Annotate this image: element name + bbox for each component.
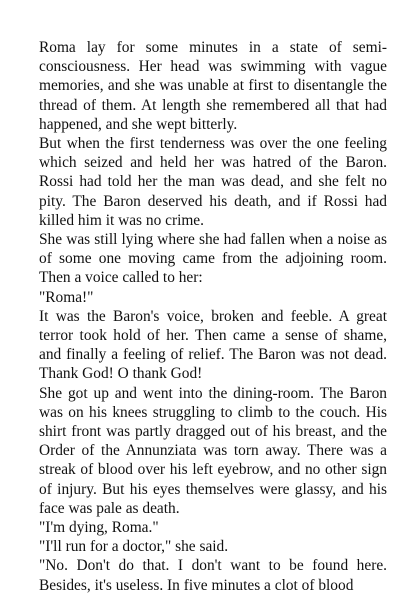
paragraph-2: But when the first tenderness was over the one feeling which seized and held her was hatred of the Baron. Rossi had told her the man was dead, and she felt no pity. The Baron deserved his death, and if Rossi had killed him it was no crime. (39, 135, 387, 229)
paragraph-9: "No. Don't do that. I don't want to be found here. Besides, it's useless. In five minutes a clot of blood (39, 557, 387, 594)
paragraph-8: "I'll run for a doctor," she said. (39, 538, 229, 556)
paragraph-7: "I'm dying, Roma." (39, 519, 159, 537)
paragraph-6: She got up and went into the dining-room. The Baron was on his knees struggling to climb to the couch. His shirt front was partly dragged out of his breast, and the Order of the Annunziata was torn away. There was a streak of blood over his left eyebrow, and no other sign of injury. But his eyes themselves were glassy, and his face was pale as death. (39, 384, 387, 517)
paragraph-3: She was still lying where she had fallen when a noise as of some one moving came from the adjoining room. Then a voice called to her: (39, 231, 387, 287)
paragraph-1: Roma lay for some minutes in a state of semi-consciousness. Her head was swimming with vague memories, and she was unable at first to disentangle the thread of them. At length she remembered all that had happened, and she wept bitterly. (39, 39, 387, 133)
page-text (39, 38, 387, 595)
paragraph-5: It was the Baron's voice, broken and feeble. A great terror took hold of her. Then came a sense of shame, and finally a feeling of relief. The Baron was not dead. Thank God! O thank God! (39, 307, 387, 383)
paragraph-4: "Roma!" (39, 288, 94, 306)
